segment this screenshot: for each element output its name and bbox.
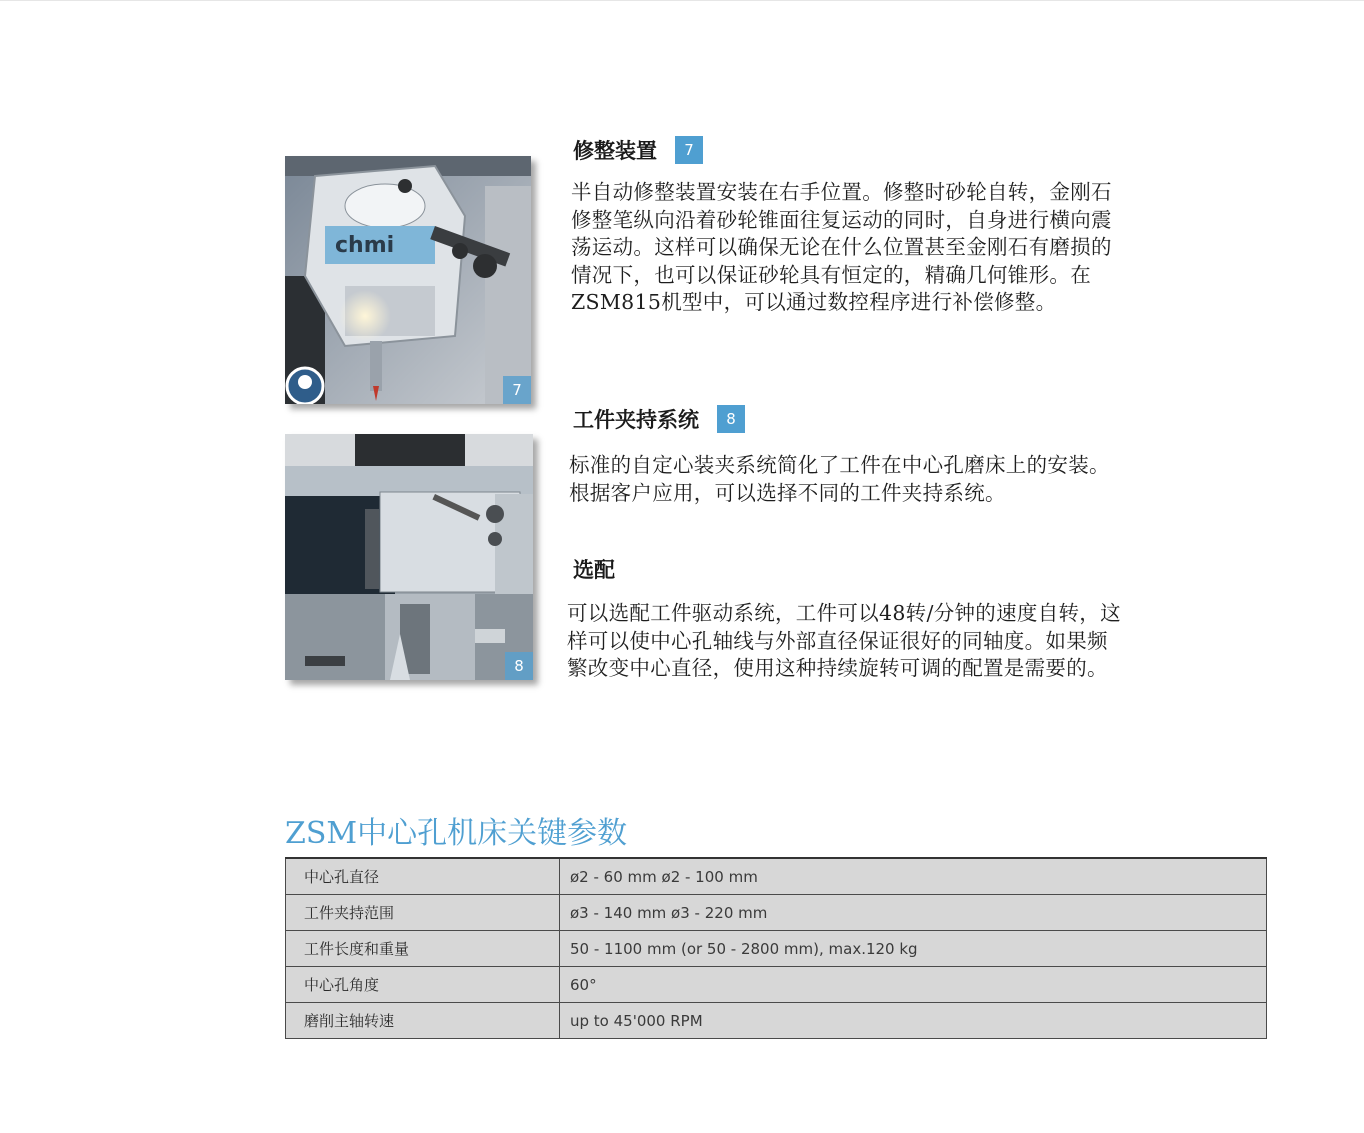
dressing-unit-title: 修整装置 xyxy=(573,139,657,163)
spec-value: ø2 - 60 mm ø2 - 100 mm xyxy=(560,858,1267,895)
clamping-system-title: 工件夹持系统 xyxy=(573,408,699,432)
spec-value: 50 - 1100 mm (or 50 - 2800 mm), max.120 kg xyxy=(560,931,1267,967)
options-title: 选配 xyxy=(573,558,615,582)
photo-number-8: 8 xyxy=(505,652,533,680)
specs-table xyxy=(285,857,1267,1039)
top-rule xyxy=(0,0,1364,1)
clamping-system-text: 标准的自定心装夹系统简化了工件在中心孔磨床上的安装。根据客户应用，可以选择不同的工件夹持系统。 xyxy=(569,453,1110,505)
spec-value: ø3 - 140 mm ø3 - 220 mm xyxy=(560,895,1267,931)
options-heading xyxy=(573,554,615,584)
options-text: 可以选配工件驱动系统，工件可以48转/分钟的速度自转，这样可以使中心孔轴线与外部直径保证很好的同轴度。如果频繁改变中心直径，使用这种持续旋转可调的配置是需要的。 xyxy=(567,601,1121,680)
table-row xyxy=(286,1003,1267,1039)
photo-number-7: 7 xyxy=(503,376,531,404)
dressing-unit-photo xyxy=(285,156,531,404)
badge-7: 7 xyxy=(675,136,703,164)
spec-label: 磨削主轴转速 xyxy=(286,1003,560,1039)
clamping-system-heading xyxy=(573,404,745,434)
spec-value: up to 45'000 RPM xyxy=(560,1003,1267,1039)
dressing-unit-heading xyxy=(573,135,703,165)
spec-label: 工件夹持范围 xyxy=(286,895,560,931)
spec-label: 中心孔角度 xyxy=(286,967,560,1003)
table-row xyxy=(286,967,1267,1003)
machine-logo: chmi xyxy=(335,233,395,258)
spec-label: 中心孔直径 xyxy=(286,858,560,895)
dressing-unit-text: 半自动修整装置安装在右手位置。修整时砂轮自转，金刚石修整笔纵向沿着砂轮锥面往复运动的同时，自身进行横向震荡运动。这样可以确保无论在什么位置甚至金刚石有磨损的情况下，也可以保证砂轮具有恒定的，精确几何锥形。在ZSM815机型中，可以通过数控程序进行补偿修整。 xyxy=(571,180,1112,314)
table-row xyxy=(286,895,1267,931)
table-row xyxy=(286,931,1267,967)
badge-8: 8 xyxy=(717,405,745,433)
spec-value: 60° xyxy=(560,967,1267,1003)
specs-heading: ZSM中心孔机床关键参数 xyxy=(285,816,628,851)
table-row xyxy=(286,858,1267,895)
clamping-system-photo xyxy=(285,434,533,680)
spec-label: 工件长度和重量 xyxy=(286,931,560,967)
